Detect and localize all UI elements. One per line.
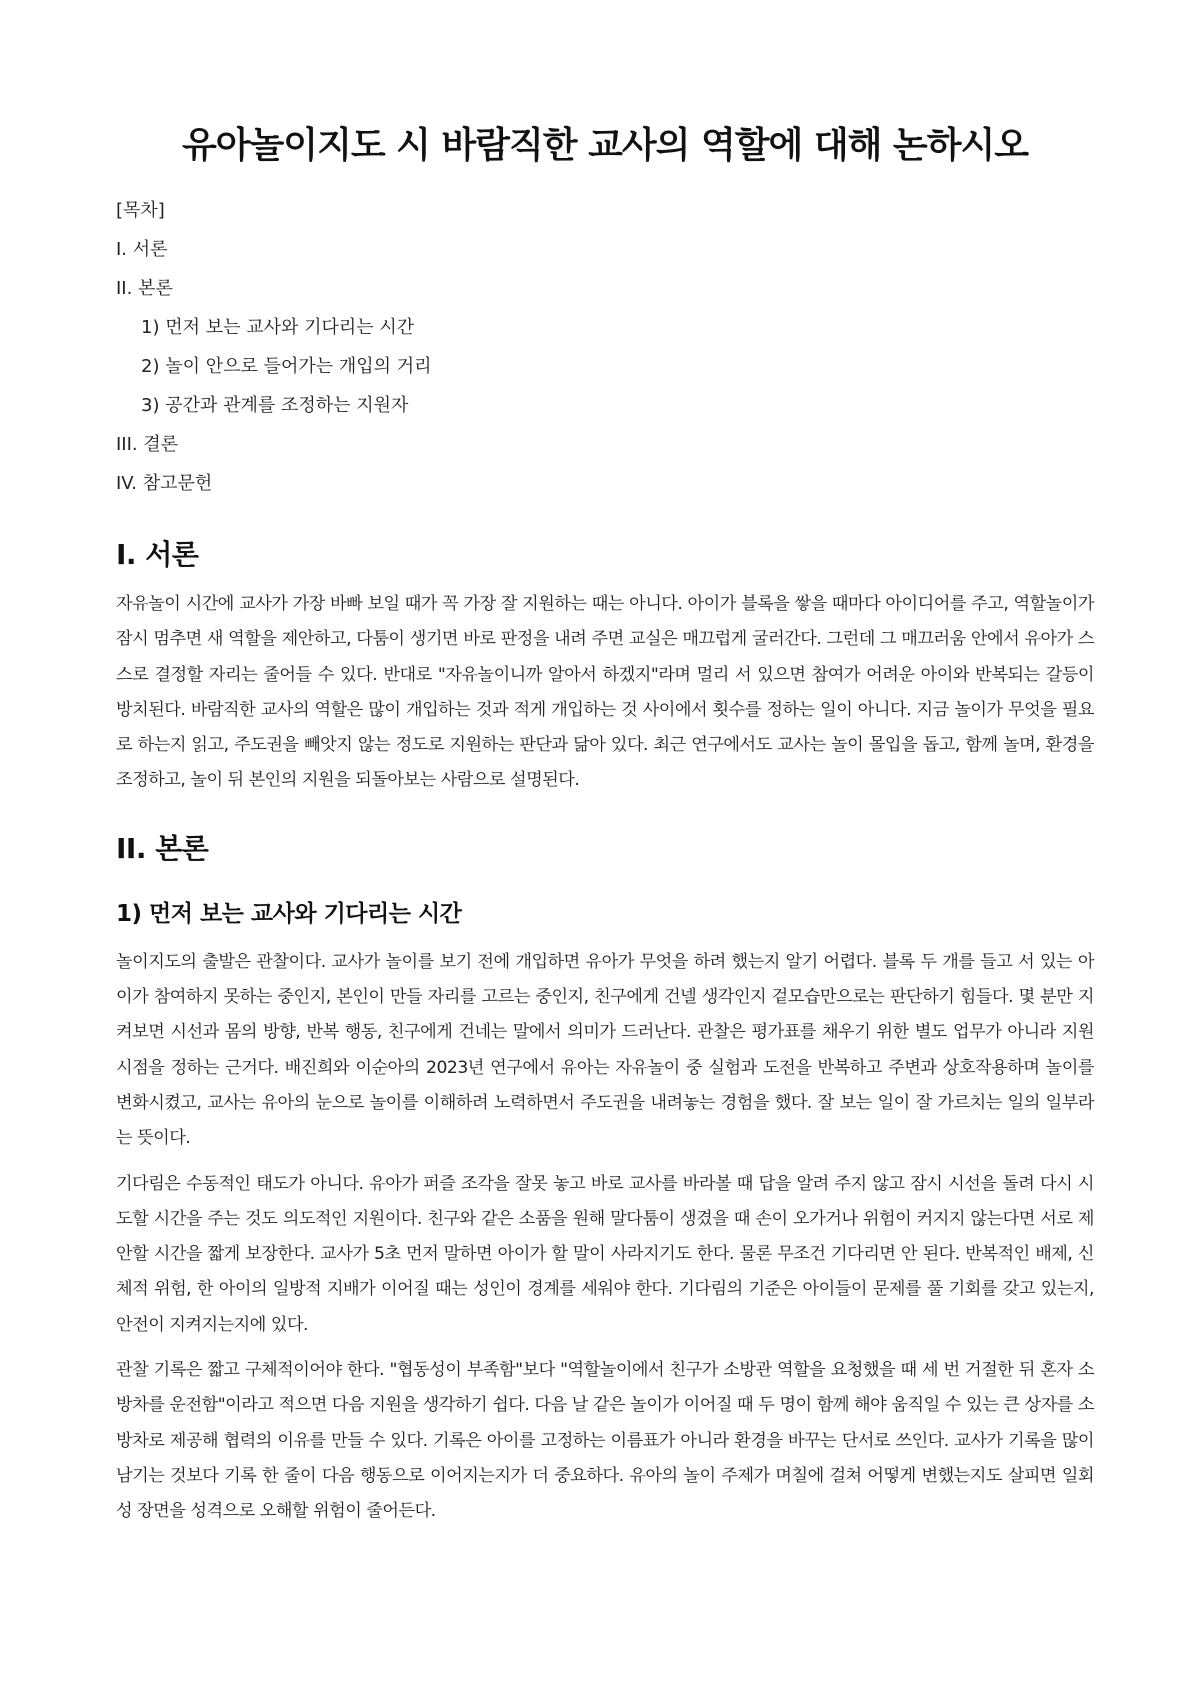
section-intro <box>116 535 1094 799</box>
toc-item-body-sub2: 2) 놀이 안으로 들어가는 개입의 거리 <box>141 356 432 377</box>
subsection-heading-1: 1) 먼저 보는 교사와 기다리는 시간 <box>116 900 462 927</box>
toc-item-body-sub1: 1) 먼저 보는 교사와 기다리는 시간 <box>141 317 415 338</box>
toc-item-body: II. 본론 <box>116 278 173 299</box>
toc-heading: [목차] <box>116 200 165 221</box>
table-of-contents <box>116 191 1094 503</box>
document-title: 유아놀이지도 시 바람직한 교사의 역할에 대해 논하시오 <box>181 125 1029 166</box>
toc-item-references: IV. 참고문헌 <box>116 473 213 494</box>
section-heading-intro: I. 서론 <box>116 538 199 571</box>
section-heading-body: II. 본론 <box>116 831 209 865</box>
intro-paragraph: 자유놀이 시간에 교사가 가장 바빠 보일 때가 꼭 가장 잘 지원하는 때는 아니다. 아이가 블록을 쌓을 때마다 아이디어를 주고, 역할놀이가 잠시 멈추면 새 역할을 제안하고, 다툼이 생기면 바로 판정을 내려 주면 교실은 매끄럽게 굴러간다. 그런데 그 매끄러움 안에서 유아가 스스로 결정할 자리는 줄어들 수 있다. 반대로 "자유놀이니까 알아서 하겠지"라며 멀리 서 있으면 참여가 어려운 아이와 반복되는 갈등이 방치된다. 바람직한 교사의 역할은 많이 개입하는 것과 적게 개입하는 것 사이에서 횟수를 정하는 일이 아니다. 지금 놀이가 무엇을 필요로 하는지 읽고, 주도권을 빼앗지 않는 정도로 지원하는 판단과 닮아 있다. 최근 연구에서도 교사는 놀이 몰입을 돕고, 함께 놀며, 환경을 조정하고, 놀이 뒤 본인의 지원을 되돌아보는 사람으로 설명된다. <box>116 594 1094 791</box>
body-paragraph-observation: 놀이지도의 출발은 관찰이다. 교사가 놀이를 보기 전에 개입하면 유아가 무엇을 하려 했는지 알기 어렵다. 블록 두 개를 들고 서 있는 아이가 참여하지 못하는 중인지, 본인이 만들 자리를 고르는 중인지, 친구에게 건넬 생각인지 겉모습만으로는 판단하기 힘들다. 몇 분만 지켜보면 시선과 몸의 방향, 반복 행동, 친구에게 건네는 말에서 의미가 드러난다. 관찰은 평가표를 채우기 위한 별도 업무가 아니라 지원 시점을 정하는 근거다. 배진희와 이순아의 2023년 연구에서 유아는 자유놀이 중 실험과 도전을 반복하고 주변과 상호작용하며 놀이를 변화시켰고, 교사는 유아의 눈으로 놀이를 이해하려 노력하면서 주도권을 내려놓는 경험을 했다. 잘 보는 일이 잘 가르치는 일의 일부라는 뜻이다. <box>116 951 1094 1149</box>
toc-item-intro: I. 서론 <box>116 239 168 260</box>
document-page <box>116 0 1094 1540</box>
body-paragraph-records: 관찰 기록은 짧고 구체적이어야 한다. "협동성이 부족함"보다 "역할놀이에서 친구가 소방관 역할을 요청했을 때 세 번 거절한 뒤 혼자 소방차를 운전함"이라고 적으면 다음 지원을 생각하기 쉽다. 다음 날 같은 놀이가 이어질 때 두 명이 함께 해야 움직일 수 있는 큰 상자를 소방차로 제공해 협력의 이유를 만들 수 있다. 기록은 아이를 고정하는 이름표가 아니라 환경을 바꾸는 단서로 쓰인다. 교사가 기록을 많이 남기는 것보다 기록 한 줄이 다음 행동으로 이어지는지가 더 중요하다. 유아의 놀이 주제가 며칠에 걸쳐 어떻게 변했는지도 살피면 일회성 장면을 성격으로 오해할 위험이 줄어든다. <box>116 1360 1094 1522</box>
section-body <box>116 829 1094 1530</box>
body-paragraph-waiting: 기다림은 수동적인 태도가 아니다. 유아가 퍼즐 조각을 잘못 놓고 바로 교사를 바라볼 때 답을 알려 주지 않고 잠시 시선을 돌려 다시 시도할 시간을 주는 것도 의도적인 지원이다. 친구와 같은 소품을 원해 말다툼이 생겼을 때 손이 오가거나 위험이 커지지 않는다면 서로 제안할 시간을 짧게 보장한다. 교사가 5초 먼저 말하면 아이가 할 말이 사라지기도 한다. 물론 무조건 기다리면 안 된다. 반복적인 배제, 신체적 위험, 한 아이의 일방적 지배가 이어질 때는 성인이 경계를 세워야 한다. 기다림의 기준은 아이들이 문제를 풀 기회를 갖고 있는지, 안전이 지켜지는지에 있다. <box>116 1173 1094 1335</box>
toc-item-conclusion: III. 결론 <box>116 434 179 455</box>
toc-item-body-sub3: 3) 공간과 관계를 조정하는 지원자 <box>141 395 409 416</box>
